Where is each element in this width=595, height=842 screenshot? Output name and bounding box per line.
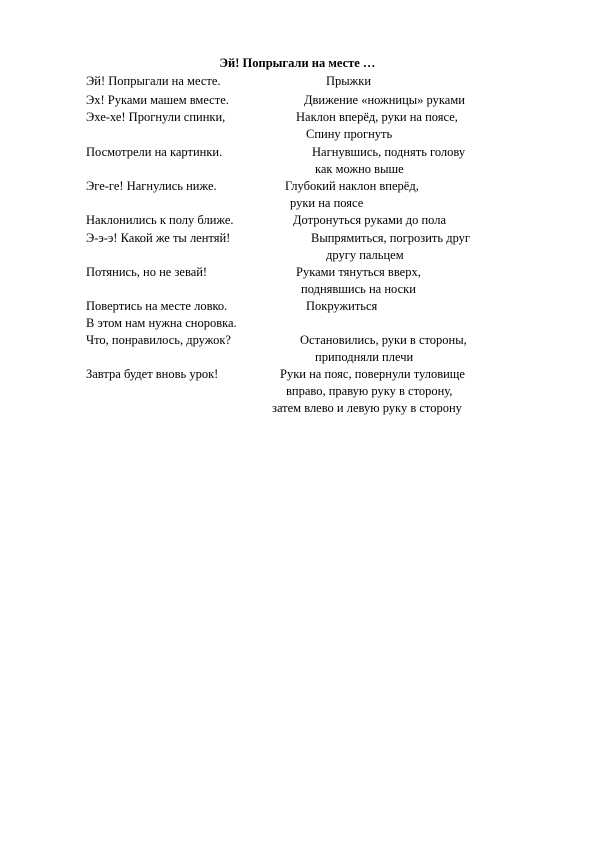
action-line-5: Глубокий наклон вперёд, bbox=[285, 179, 419, 193]
verse-line-4: Посмотрели на картинки. bbox=[86, 145, 223, 159]
verse-line-5: Эге-ге! Нагнулись ниже. bbox=[86, 179, 217, 193]
verse-line-2: Эх! Руками машем вместе. bbox=[86, 93, 229, 107]
action-line-12: Руки на пояс, повернули туловище bbox=[280, 367, 465, 381]
action-line-3: Наклон вперёд, руки на поясе, bbox=[296, 110, 458, 124]
action-line-7: Выпрямиться, погрозить друг bbox=[311, 231, 471, 245]
action-line-9: Покружиться bbox=[306, 299, 378, 313]
verse-line-8: Потянись, но не зевай! bbox=[86, 265, 208, 279]
action-line-5b: руки на поясе bbox=[290, 196, 364, 210]
action-line-3b: Спину прогнуть bbox=[306, 127, 393, 141]
action-line-12b: вправо, правую руку в сторону, bbox=[286, 384, 453, 398]
action-line-11b: приподняли плечи bbox=[315, 350, 414, 364]
document-title: Эй! Попрыгали на месте … bbox=[219, 56, 376, 70]
verse-line-6: Наклонились к полу ближе. bbox=[86, 213, 234, 227]
verse-line-10: В этом нам нужна сноровка. bbox=[86, 316, 237, 330]
action-line-7b: другу пальцем bbox=[326, 248, 404, 262]
verse-line-1: Эй! Попрыгали на месте. bbox=[86, 74, 221, 88]
action-line-1: Прыжки bbox=[326, 74, 372, 88]
action-line-8b: поднявшись на носки bbox=[301, 282, 416, 296]
action-line-4b: как можно выше bbox=[315, 162, 404, 176]
verse-line-9: Повертись на месте ловко. bbox=[86, 299, 228, 313]
verse-line-3: Эхе-хе! Прогнули спинки, bbox=[86, 110, 226, 124]
verse-line-11: Что, понравилось, дружок? bbox=[86, 333, 231, 347]
action-line-8: Руками тянуться вверх, bbox=[296, 265, 421, 279]
verse-line-12: Завтра будет вновь урок! bbox=[86, 367, 219, 381]
verse-line-7: Э-э-э! Какой же ты лентяй! bbox=[86, 231, 231, 245]
action-line-4: Нагнувшись, поднять голову bbox=[312, 145, 466, 159]
action-line-11: Остановились, руки в стороны, bbox=[300, 333, 467, 347]
action-line-6: Дотронуться руками до пола bbox=[293, 213, 447, 227]
action-line-12c: затем влево и левую руку в сторону bbox=[272, 401, 462, 415]
action-line-2: Движение «ножницы» руками bbox=[304, 93, 465, 107]
